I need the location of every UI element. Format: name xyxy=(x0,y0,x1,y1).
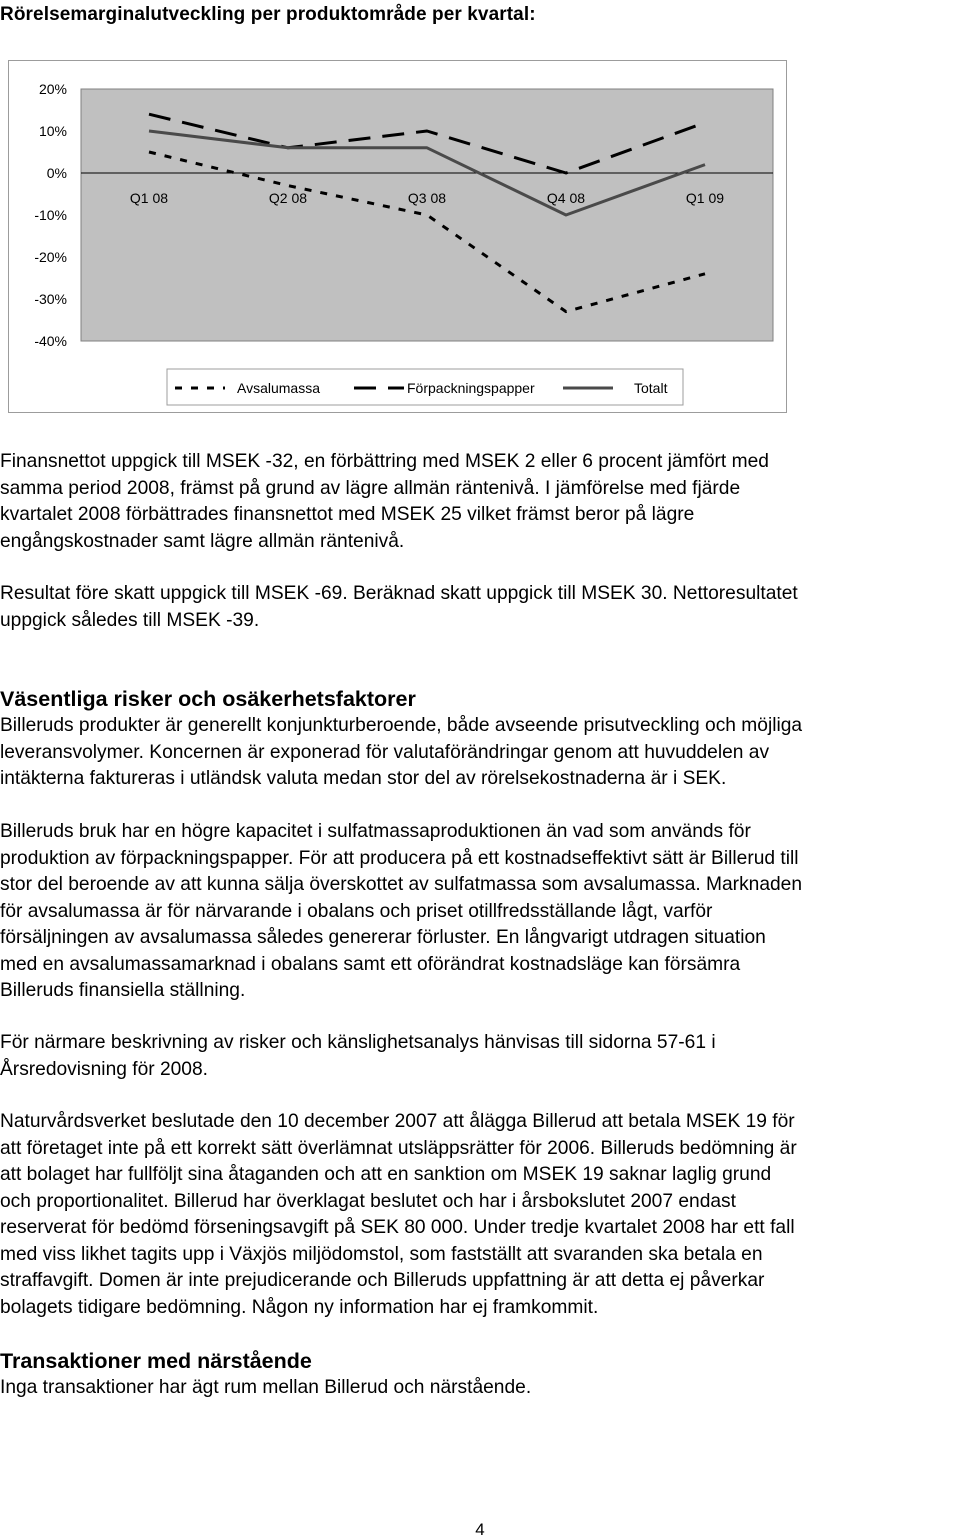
text-line: att bolaget har fullföljt sina åtaganden och att en sanktion om MSEK 19 saknar laglig grund xyxy=(0,1164,772,1185)
y-tick-label: 10% xyxy=(38,123,67,139)
text-line: försäljningen av avsalumassa således genererar förluster. En långvarigt utdragen situation xyxy=(0,927,766,948)
x-tick-label: Q4 08 xyxy=(546,190,586,206)
text-line: engångskostnader samt lägre allmän räntenivå. xyxy=(0,530,405,552)
text-line: kvartalet 2008 förbättrades finansnettot med MSEK 25 vilket främst beror på lägre xyxy=(0,504,695,525)
text-line: med en avsalumassamarknad i obalans samt ett oförändrat kostnadsläge kan försämra xyxy=(0,953,741,975)
text-line: intäkterna faktureras i utländsk valuta medan stor del av rörelsekostnaderna är i SEK. xyxy=(0,768,727,789)
y-tick-label: -40% xyxy=(34,333,67,349)
y-tick-label: -20% xyxy=(34,249,67,265)
legend-label: Avsalumassa xyxy=(237,380,321,396)
text-line: samma period 2008, främst på grund av lägre allmän räntenivå. I jämförelse med fjärde xyxy=(0,477,741,499)
text-line: För närmare beskrivning av risker och känslighetsanalys hänvisas till sidorna 57-61 i xyxy=(0,1032,716,1053)
y-tick-label: 0% xyxy=(46,165,67,181)
y-tick-label: -10% xyxy=(34,207,67,223)
text-line: Resultat före skatt uppgick till MSEK -69. Beräknad skatt uppgick till MSEK 30. Nettoresultatet xyxy=(0,583,798,604)
paragraph-risker xyxy=(0,713,960,793)
paragraph-transaktioner xyxy=(0,1375,960,1402)
text-line: Billeruds produkter är generellt konjunkturberoende, både avseende prisutveckling och möjliga xyxy=(0,715,803,736)
y-tick-label: 20% xyxy=(38,81,67,97)
x-tick-label: Q3 08 xyxy=(407,190,447,206)
page-heading: Rörelsemarginalutveckling per produktområde per kvartal: xyxy=(0,4,536,25)
heading-transaktioner: Transaktioner med närstående xyxy=(0,1349,312,1373)
text-line: Årsredovisning för 2008. xyxy=(0,1058,208,1080)
paragraph-beskrivning xyxy=(0,1030,960,1083)
heading-risker: Väsentliga risker och osäkerhetsfaktorer xyxy=(0,687,416,711)
page-number: 4 xyxy=(475,1520,485,1539)
text-line: leveransvolymer. Koncernen är exponerad för valutaförändringar genom att huvuddelen av xyxy=(0,741,770,763)
margin-chart xyxy=(8,60,787,413)
margin-chart-svg xyxy=(9,61,788,414)
text-line: med viss likhet tagits upp i Växjös miljödomstol, som fastställt att svaranden ska betala en xyxy=(0,1243,763,1265)
legend-label: Förpackningspapper xyxy=(407,380,535,396)
paragraph-resultat xyxy=(0,581,960,634)
text-line: Naturvårdsverket beslutade den 10 december 2007 att ålägga Billerud att betala MSEK 19 för xyxy=(0,1111,795,1132)
plot-area xyxy=(81,89,773,341)
paragraph-finansnetto xyxy=(0,449,960,555)
text-line: och proportionalitet. Billerud har överklagat beslutet och har i årsbokslutet 2007 endast xyxy=(0,1190,736,1212)
text-line: stor del beroende av att kunna sälja överskottet av sulfatmassa som avsalumassa. Marknaden xyxy=(0,874,803,895)
text-line: för avsalumassa är för närvarande i obalans och priset otillfredsställande lågt, varför xyxy=(0,900,713,922)
text-line: reserverat för bedömd förseningsavgift på SEK 80 000. Under tredje kvartalet 2008 har ett fall xyxy=(0,1217,795,1238)
x-tick-label: Q2 08 xyxy=(268,190,308,206)
text-line: Inga transaktioner har ägt rum mellan Billerud och närstående. xyxy=(0,1377,532,1398)
x-tick-label: Q1 08 xyxy=(129,190,169,206)
text-line: Billeruds finansiella ställning. xyxy=(0,980,246,1001)
y-tick-label: -30% xyxy=(34,291,67,307)
legend-label: Totalt xyxy=(634,380,668,396)
x-tick-label: Q1 09 xyxy=(685,190,725,206)
text-line: bolagets tidigare bedömning. Någon ny information har ej framkommit. xyxy=(0,1296,599,1318)
text-line: produktion av förpackningspapper. För att producera på ett kostnadseffektivt sätt är Billerud till xyxy=(0,847,799,869)
text-line: uppgick således till MSEK -39. xyxy=(0,609,260,631)
paragraph-bruk xyxy=(0,819,960,1005)
text-line: Billeruds bruk har en högre kapacitet i sulfatmassaproduktionen än vad som används för xyxy=(0,821,751,842)
text-line: straffavgift. Domen är inte prejudicerande och Billeruds uppfattning är att detta ej påverkar xyxy=(0,1270,765,1291)
text-line: Finansnettot uppgick till MSEK -32, en förbättring med MSEK 2 eller 6 procent jämfört med xyxy=(0,451,769,472)
text-line: att företaget inte på ett korrekt sätt överlämnat utsläppsrätter för 2006. Billeruds bedömning är xyxy=(0,1137,797,1159)
paragraph-naturvard xyxy=(0,1109,960,1321)
